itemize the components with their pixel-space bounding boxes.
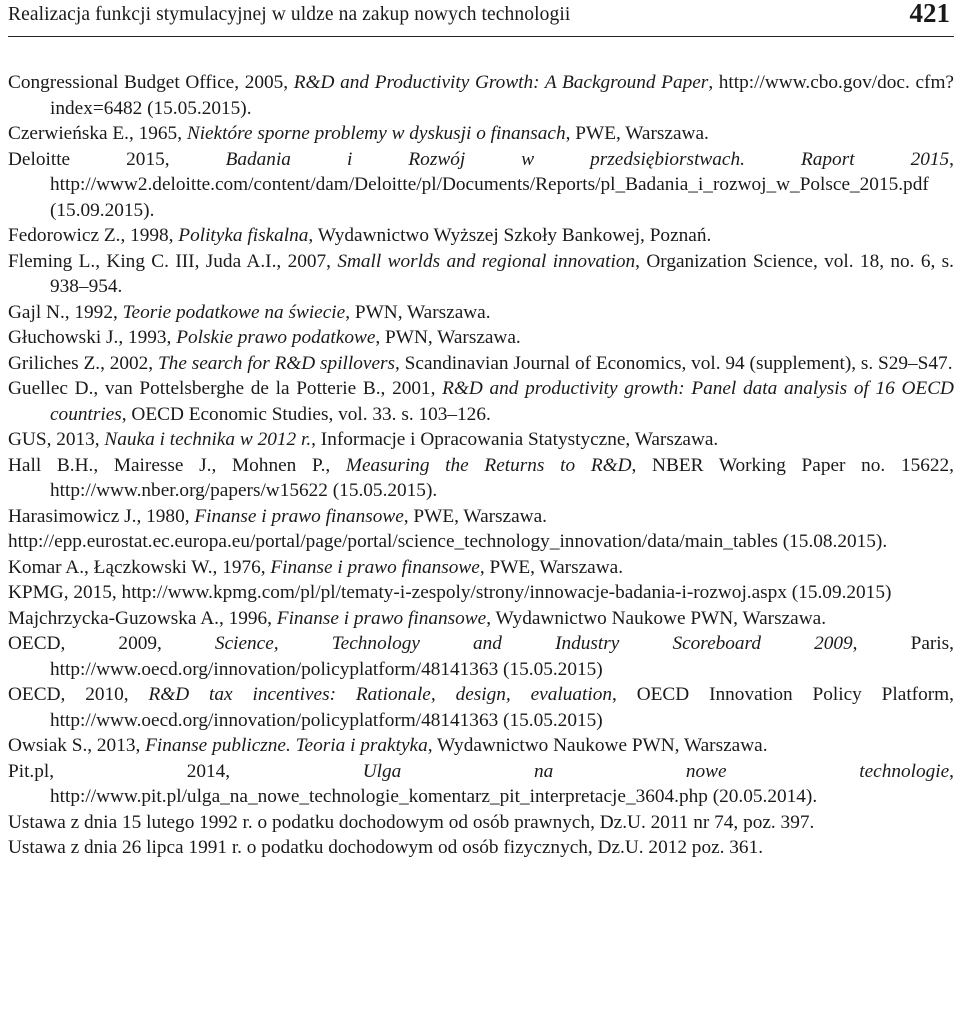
- reference-entry: [8, 70, 954, 121]
- reference-entry: [8, 555, 954, 581]
- reference-text: , PWE, Warszawa.: [403, 505, 547, 527]
- reference-entry: [8, 580, 954, 606]
- reference-title: R&D and productivity growth: Panel data analysis of 16 OECD countries: [50, 378, 954, 425]
- running-header: [8, 0, 954, 37]
- reference-text: , http://www.cbo.gov/doc. cfm?index=6482 (15.05.2015).: [50, 72, 954, 119]
- reference-text: , Organization Science, vol. 18, no. 6, s. 938‒954.: [50, 250, 954, 297]
- reference-text: KPMG, 2015, http://www.kpmg.com/pl/pl/tematy-i-zespoly/strony/innowacje-badania-i-rozwoj.aspx (15.09.2015): [8, 582, 892, 603]
- reference-text: Griliches Z., 2002,: [8, 352, 158, 374]
- reference-text: Guellec D., van Pottelsberghe de la Potterie B., 2001,: [8, 378, 443, 399]
- reference-text: GUS, 2013,: [8, 429, 105, 450]
- reference-title: Finanse publiczne. Teoria i praktyka: [145, 735, 428, 756]
- reference-text: Harasimowicz J., 1980,: [8, 505, 195, 527]
- reference-title: The search for R&D spillovers: [157, 352, 396, 374]
- reference-entry: [8, 631, 954, 682]
- reference-entry: [8, 733, 954, 759]
- reference-text: , Wydawnictwo Naukowe PWN, Warszawa.: [486, 607, 827, 629]
- reference-text: , PWN, Warszawa.: [345, 301, 491, 323]
- reference-entry: [8, 759, 954, 810]
- reference-text: Ustawa z dnia 15 lutego 1992 r. o podatku dochodowym od osób prawnych, Dz.U. 2011 nr 74, poz. 397.: [8, 811, 815, 833]
- reference-text: Pit.pl, 2014,: [8, 760, 363, 782]
- reference-text: http://epp.eurostat.ec.europa.eu/portal/page/portal/science_technology_innovation/data/main_tables (15.08.2015).: [8, 531, 888, 552]
- reference-title: Nauka i technika w 2012 r.: [104, 429, 312, 450]
- reference-title: Badania i Rozwój w przedsiębiorstwach. Raport 2015: [225, 148, 950, 170]
- reference-list: [8, 70, 954, 861]
- reference-title: Finanse i prawo finansowe: [194, 505, 404, 527]
- reference-text: Głuchowski J., 1993,: [8, 327, 177, 348]
- reference-title: Finanse i prawo finansowe: [270, 556, 480, 578]
- reference-entry: [8, 504, 954, 530]
- reference-text: Fleming L., King C. III, Juda A.I., 2007,: [8, 250, 338, 272]
- reference-entry: [8, 249, 954, 300]
- reference-title: Teorie podatkowe na świecie: [122, 301, 346, 323]
- reference-entry: [8, 529, 954, 555]
- reference-entry: [8, 121, 954, 147]
- reference-text: Majchrzycka-Guzowska A., 1996,: [8, 607, 277, 629]
- reference-entry: [8, 300, 954, 326]
- reference-text: Komar A., Łączkowski W., 1976,: [8, 556, 271, 578]
- reference-title: R&D tax incentives: Rationale, design, evaluation: [148, 684, 613, 705]
- reference-text: , Wydawnictwo Wyższej Szkoły Bankowej, Poznań.: [308, 225, 712, 246]
- reference-title: Small worlds and regional innovation: [337, 250, 636, 272]
- reference-title: Finanse i prawo finansowe: [276, 607, 487, 629]
- reference-title: Niektóre sporne problemy w dyskusji o finansach: [186, 123, 566, 144]
- page-number: 421: [909, 0, 950, 28]
- reference-text: , PWN, Warszawa.: [375, 327, 521, 348]
- reference-entry: [8, 835, 954, 861]
- reference-entry: [8, 147, 954, 224]
- reference-text: , http://www2.deloitte.com/content/dam/Deloitte/pl/Documents/Reports/pl_Badania_i_rozwoj_w_Polsce_2015.pdf (15.09.2015).: [50, 148, 954, 221]
- reference-entry: [8, 682, 954, 733]
- reference-text: , Paris, http://www.oecd.org/innovation/policyplatform/48141363 (15.05.2015): [50, 633, 954, 680]
- reference-text: , Wydawnictwo Naukowe PWN, Warszawa.: [427, 735, 768, 756]
- reference-title: Polskie prawo podatkowe: [176, 327, 376, 348]
- reference-entry: [8, 223, 954, 249]
- reference-text: , Informacje i Opracowania Statystyczne, Warszawa.: [311, 429, 719, 450]
- reference-entry: [8, 427, 954, 453]
- reference-text: Ustawa z dnia 26 lipca 1991 r. o podatku dochodowym od osób fizycznych, Dz.U. 2012 poz. 361.: [8, 837, 764, 858]
- reference-text: Fedorowicz Z., 1998,: [8, 225, 179, 246]
- reference-entry: [8, 376, 954, 427]
- reference-entry: [8, 325, 954, 351]
- reference-text: , PWE, Warszawa.: [565, 123, 709, 144]
- reference-text: Congressional Budget Office, 2005,: [8, 72, 294, 93]
- reference-text: OECD, 2009,: [8, 633, 215, 654]
- reference-text: Gajl N., 1992,: [8, 301, 123, 323]
- reference-text: Owsiak S., 2013,: [8, 735, 146, 756]
- reference-title: Polityka fiskalna: [178, 225, 309, 246]
- reference-entry: [8, 453, 954, 504]
- reference-entry: [8, 606, 954, 632]
- reference-entry: [8, 351, 954, 377]
- reference-text: , Scandinavian Journal of Economics, vol. 94 (supplement), s. S29‒S47.: [395, 352, 953, 374]
- reference-title: Science, Technology and Industry Scoreboard 2009: [214, 633, 853, 654]
- reference-text: OECD, 2010,: [8, 684, 149, 705]
- reference-entry: [8, 810, 954, 836]
- reference-text: , OECD Economic Studies, vol. 33. s. 103‒126.: [121, 403, 491, 425]
- reference-text: , http://www.pit.pl/ulga_na_nowe_technologie_komentarz_pit_interpretacje_3604.php (20.05.2014).: [50, 760, 954, 807]
- reference-text: Deloitte 2015,: [8, 148, 226, 170]
- running-header-title: Realizacja funkcji stymulacyjnej w uldze na zakup nowych technologii: [8, 4, 571, 25]
- reference-text: , PWE, Warszawa.: [479, 556, 624, 578]
- reference-text: Hall B.H., Mairesse J., Mohnen P.,: [8, 454, 346, 476]
- reference-text: , NBER Working Paper no. 15622, http://www.nber.org/papers/w15622 (15.05.2015).: [50, 454, 954, 501]
- reference-title: Ulga na nowe technologie: [362, 760, 950, 782]
- reference-text: Czerwieńska E., 1965,: [8, 123, 187, 144]
- reference-title: R&D and Productivity Growth: A Background Paper: [293, 72, 709, 93]
- reference-title: Measuring the Returns to R&D: [345, 454, 632, 476]
- reference-text: , OECD Innovation Policy Platform, http://www.oecd.org/innovation/policyplatform/48141363 (15.05.2015): [50, 684, 954, 731]
